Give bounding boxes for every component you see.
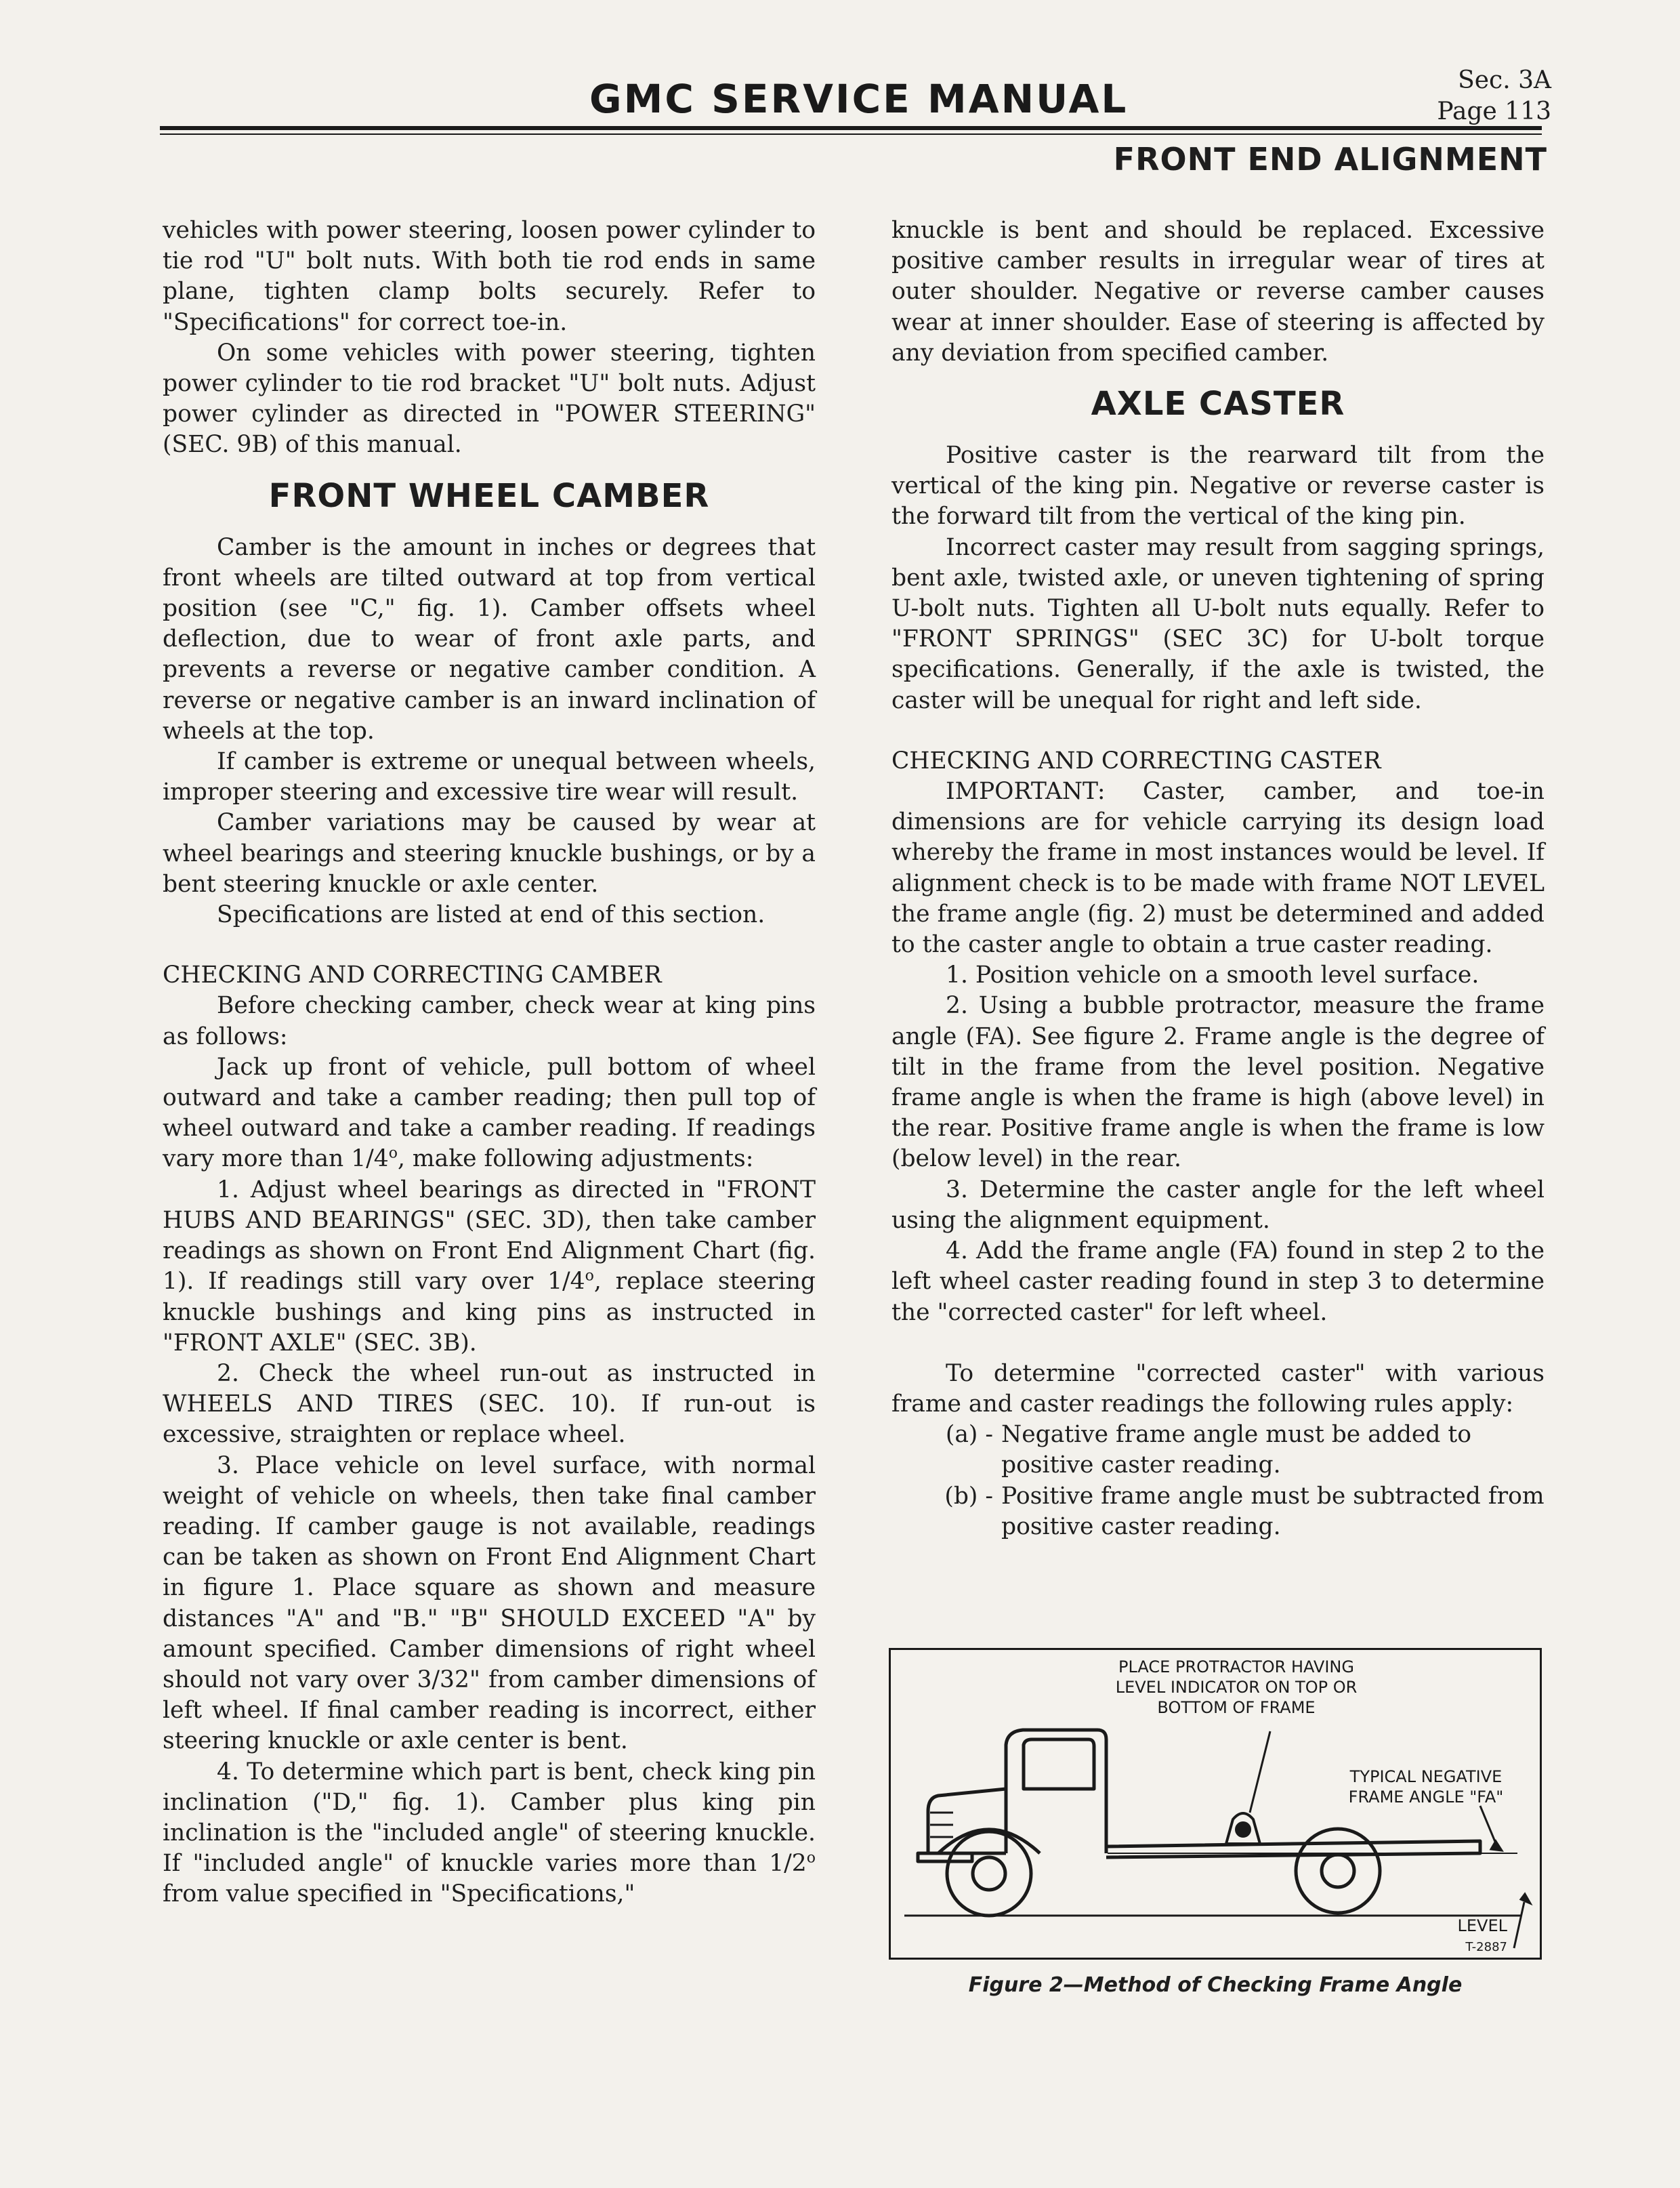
paragraph: vehicles with power steering, loosen power cylinder to tie rod "U" bolt nuts. With both tie rod ends in same plane, tighten clamp bolts securely. Refer to "Specifications" for correct toe-in. <box>163 217 816 336</box>
page-number: Page 113 <box>1437 98 1551 125</box>
step-3: 3. Place vehicle on level surface, with normal weight of vehicle on wheels, then take final camber reading. If camber gauge is not available, readings can be taken as shown on Front End Alignment Chart in figure 1. Place square as shown and measure distances "A" and "B." "B" SHOULD EXCEED "A" by amount specified. Camber dimensions of right wheel should not vary over 3/32" from camber dimensions of left wheel. If final camber reading is incorrect, either steering knuckle or axle center is bent. <box>163 1451 816 1755</box>
step-2: 2. Using a bubble protractor, measure the frame angle (FA). See figure 2. Frame angle is the degree of tilt in the frame from the level position. Negative frame angle is when the frame is high (above level) in the rear. Positive frame angle is when the frame is low (below level) in the rear. <box>891 992 1545 1173</box>
figure-caption: Figure 2—Method of Checking Frame Angle <box>968 1973 1463 1997</box>
figure-code: T-2887 <box>1465 1940 1507 1954</box>
paragraph: Positive caster is the rearward tilt from the vertical of the king pin. Negative or reverse caster is the forward tilt from the vertical of the king pin. <box>891 442 1545 531</box>
figure-label-level: LEVEL <box>1457 1916 1507 1935</box>
step-1: 1. Position vehicle on a smooth level surface. <box>946 962 1479 989</box>
label-line: PLACE PROTRACTOR HAVING <box>1118 1657 1354 1676</box>
truck-cab <box>1006 1730 1106 1853</box>
figure-label-frame-angle <box>1324 1767 1528 1807</box>
text-run: 4. To determine which part is bent, check king pin inclination ("D," fig. 1). Camber plus king pin inclination is the "included angle" of steering knuckle. If "included angle" of knuckle varies more than 1/2 <box>163 1758 816 1878</box>
right-column <box>891 215 1545 1542</box>
step-3: 3. Determine the caster angle for the left wheel using the alignment equipment. <box>891 1176 1545 1234</box>
left-column <box>163 215 816 1910</box>
front-hub <box>973 1857 1005 1890</box>
header-rule-thin <box>160 133 1542 135</box>
manual-title: GMC SERVICE MANUAL <box>589 76 1129 122</box>
rear-hub <box>1322 1855 1354 1887</box>
step-2: 2. Check the wheel run-out as instructed in WHEELS AND TIRES (SEC. 10). If run-out is excessive, straighten or replace wheel. <box>163 1359 816 1449</box>
frame-rail <box>1106 1841 1480 1857</box>
level-leader <box>1514 1902 1524 1948</box>
leader-top <box>1250 1731 1270 1813</box>
paragraph: Before checking camber, check wear at king pins as follows: <box>163 992 816 1050</box>
protractor <box>1226 1813 1260 1844</box>
header-rule <box>160 126 1542 130</box>
paragraph: On some vehicles with power steering, tighten power cylinder to tie rod bracket "U" bolt nuts. Adjust power cylinder as directed in "POWER STEERING" (SEC. 9B) of this manual. <box>163 339 816 459</box>
text-run: , replace steering knuckle bushings and king pins as instructed in "FRONT AXLE" (SEC. 3B). <box>163 1268 816 1357</box>
paragraph: Incorrect caster may result from sagging springs, bent axle, twisted axle, or uneven tightening of spring U-bolt nuts. Tighten all U-bolt nuts equally. Refer to "FRONT SPRINGS" (SEC 3C) for U-bolt torque specifications. Generally, if the axle is twisted, the caster will be unequal for right and left side. <box>891 533 1545 714</box>
paragraph-important: IMPORTANT: Caster, camber, and toe-in dimensions are for vehicle carrying its design load whereby the frame in most instances would be level. If alignment check is to be made with frame NOT LEVEL the frame angle (fig. 2) must be determined and added to the caster angle to obtain a true caster reading. <box>891 778 1545 959</box>
truck-hood <box>928 1789 1006 1853</box>
text-run: from value specified in "Specifications," <box>163 1880 635 1908</box>
label-line: FRAME ANGLE "FA" <box>1348 1788 1504 1807</box>
text-run: 1. Adjust wheel bearings as directed in "FRONT HUBS AND BEARINGS" (SEC. 3D), then take camber readings as shown on Front End Alignment Chart (fig. 1). If readings still vary over 1/4 <box>163 1176 816 1296</box>
figure-2 <box>889 1648 1542 1960</box>
leader-right <box>1480 1806 1497 1846</box>
section-page-info <box>1437 65 1551 127</box>
step-4 <box>163 1757 816 1910</box>
paragraph: To determine "corrected caster" with various frame and caster readings the following rules apply: <box>891 1359 1545 1418</box>
paragraph: Camber is the amount in inches or degrees that front wheels are tilted outward at top from vertical position (see "C," fig. 1). Camber offsets wheel deflection, due to wear of front axle parts, and prevents a reverse or negative camber condition. A reverse or negative camber is an inward inclination of wheels at the top. <box>163 533 816 745</box>
figure-label-protractor <box>1094 1657 1379 1718</box>
subheading-checking-caster: CHECKING AND CORRECTING CASTER <box>891 747 1381 775</box>
subheading-checking-camber: CHECKING AND CORRECTING CAMBER <box>163 962 662 989</box>
section-number: Sec. 3A <box>1458 66 1551 94</box>
label-line: LEVEL INDICATOR ON TOP OR <box>1115 1678 1358 1697</box>
rule-label: (a) - <box>945 1421 993 1449</box>
text-run: Jack up front of vehicle, pull bottom of wheel outward and take a camber reading; then pull top of wheel outward and take a camber reading. If readings vary more than 1/4 <box>163 1053 816 1173</box>
degree-sign: o <box>806 1849 816 1867</box>
rule-a <box>891 1420 1545 1481</box>
rule-text: Positive frame angle must be subtracted from positive caster reading. <box>1001 1482 1545 1540</box>
rule-text: Negative frame angle must be added to positive caster reading. <box>1001 1421 1472 1479</box>
paragraph: Camber variations may be caused by wear at wheel bearings and steering knuckle bushings, or by a bent steering knuckle or axle center. <box>163 809 816 898</box>
section-title: FRONT END ALIGNMENT <box>1113 141 1547 178</box>
grille <box>930 1813 953 1837</box>
paragraph: Specifications are listed at end of this section. <box>217 901 765 929</box>
text-run: , make following adjustments: <box>397 1145 754 1173</box>
heading-front-wheel-camber: FRONT WHEEL CAMBER <box>268 476 710 515</box>
front-wheel <box>947 1832 1031 1916</box>
arrow-head <box>1491 1841 1502 1851</box>
rule-label: (b) - <box>944 1482 993 1510</box>
step-1 <box>163 1175 816 1359</box>
label-line: TYPICAL NEGATIVE <box>1349 1767 1503 1786</box>
paragraph <box>163 1052 816 1175</box>
bumper <box>918 1853 972 1861</box>
step-4: 4. Add the frame angle (FA) found in step 2 to the left wheel caster reading found in step 3 to determine the "corrected caster" for left wheel. <box>891 1237 1545 1326</box>
paragraph: knuckle is bent and should be replaced. Excessive positive camber results in irregular wear of tires at outer shoulder. Negative or reverse camber causes wear at inner shoulder. Ease of steering is affected by any deviation from specified camber. <box>891 217 1545 367</box>
rule-b <box>891 1481 1545 1542</box>
heading-axle-caster: AXLE CASTER <box>1091 385 1345 424</box>
label-line: BOTTOM OF FRAME <box>1157 1698 1316 1717</box>
paragraph: If camber is extreme or unequal between wheels, improper steering and excessive tire wear will result. <box>163 748 816 806</box>
degree-sign: o <box>585 1267 594 1285</box>
cab-window <box>1024 1739 1094 1789</box>
degree-sign: o <box>388 1144 398 1162</box>
level-arrow-head <box>1521 1894 1530 1903</box>
